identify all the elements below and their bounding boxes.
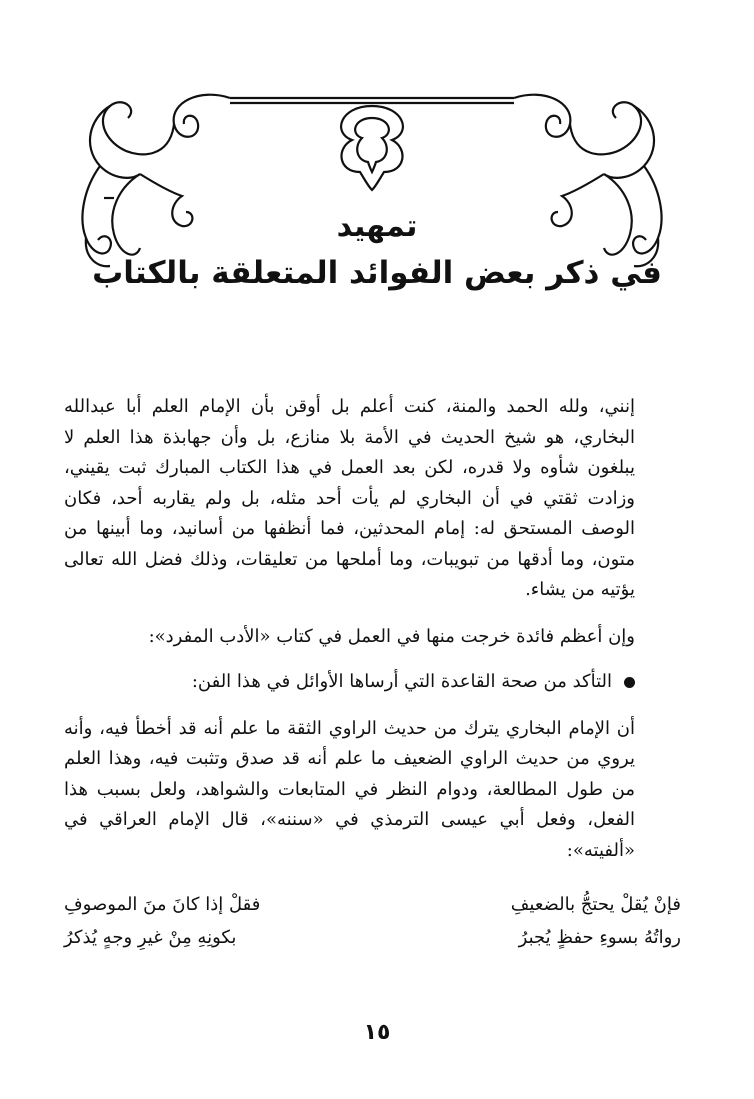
closing-paragraph: أن الإمام البخاري يترك من حديث الراوي الثقة ما علم أنه قد أخطأ فيه، وأنه يروي من حديث الراوي الضعيف ما علم أنه قد صدق وتثبت فيه، وهذا العلم من طول المطالعة، ودوام النظر في المتابعات والشواهد، ولعل بسبب هذا الفعل، وفعل أبي عيسى الترمذي في «سننه»، قال الإمام العراقي في «ألفيته»:: [64, 717, 635, 861]
verse-line: [64, 888, 681, 921]
bullet-icon: [624, 677, 635, 688]
verse-hemistich-first: رواتُهُ بسوءِ حفظٍ يُجبرُ: [518, 927, 681, 948]
poem-verses: [64, 888, 681, 954]
verse-hemistich-first: فإنْ يُقلْ يحتجُّ بالضعيفِ: [510, 894, 681, 915]
verse-hemistich-second: بكونِهِ مِنْ غيرِ وجهٍ يُذكرُ: [64, 927, 237, 948]
chapter-title: تمهيد: [336, 209, 418, 244]
chapter-subtitle: في ذكر بعض الفوائد المتعلقة بالكتاب: [92, 255, 662, 291]
page-number: ١٥: [363, 1020, 391, 1045]
bullet-text: التأكد من صحة القاعدة التي أرساها الأوائل في هذا الفن:: [191, 671, 612, 692]
benefit-paragraph: وإن أعظم فائدة خرجت منها في العمل في كتاب «الأدب المفرد»:: [148, 625, 635, 647]
verse-line: [64, 921, 681, 954]
intro-paragraph: إنني، ولله الحمد والمنة، كنت أعلم بل أوقن بأن الإمام العلم أبا عبدالله البخاري، هو شيخ الحديث في الأمة بلا منازع، بل وأن جهابذة هذا العلم لا يبلغون شأوه ولا قدره، لكن بعد العمل في هذا الكتاب المبارك ثبت يقيني، وزادت ثقتي في أن البخاري لم يأت أحد مثله، بل ولم يقاربه أحد، فكان الوصف المستحق له: إمام المحدثين، فما أنظفها من أسانيد، وما أبينها من متون، وما أدقها من تبويبات، وما أملحها من تعليقات، وذلك فضل الله تعالى يؤتيه من يشاء.: [64, 396, 635, 600]
page-body: [64, 392, 681, 954]
chapter-heading: [0, 205, 754, 297]
bullet-item: [64, 667, 681, 698]
verse-hemistich-second: فقلْ إذا كانَ منَ الموصوفِ: [64, 894, 261, 915]
